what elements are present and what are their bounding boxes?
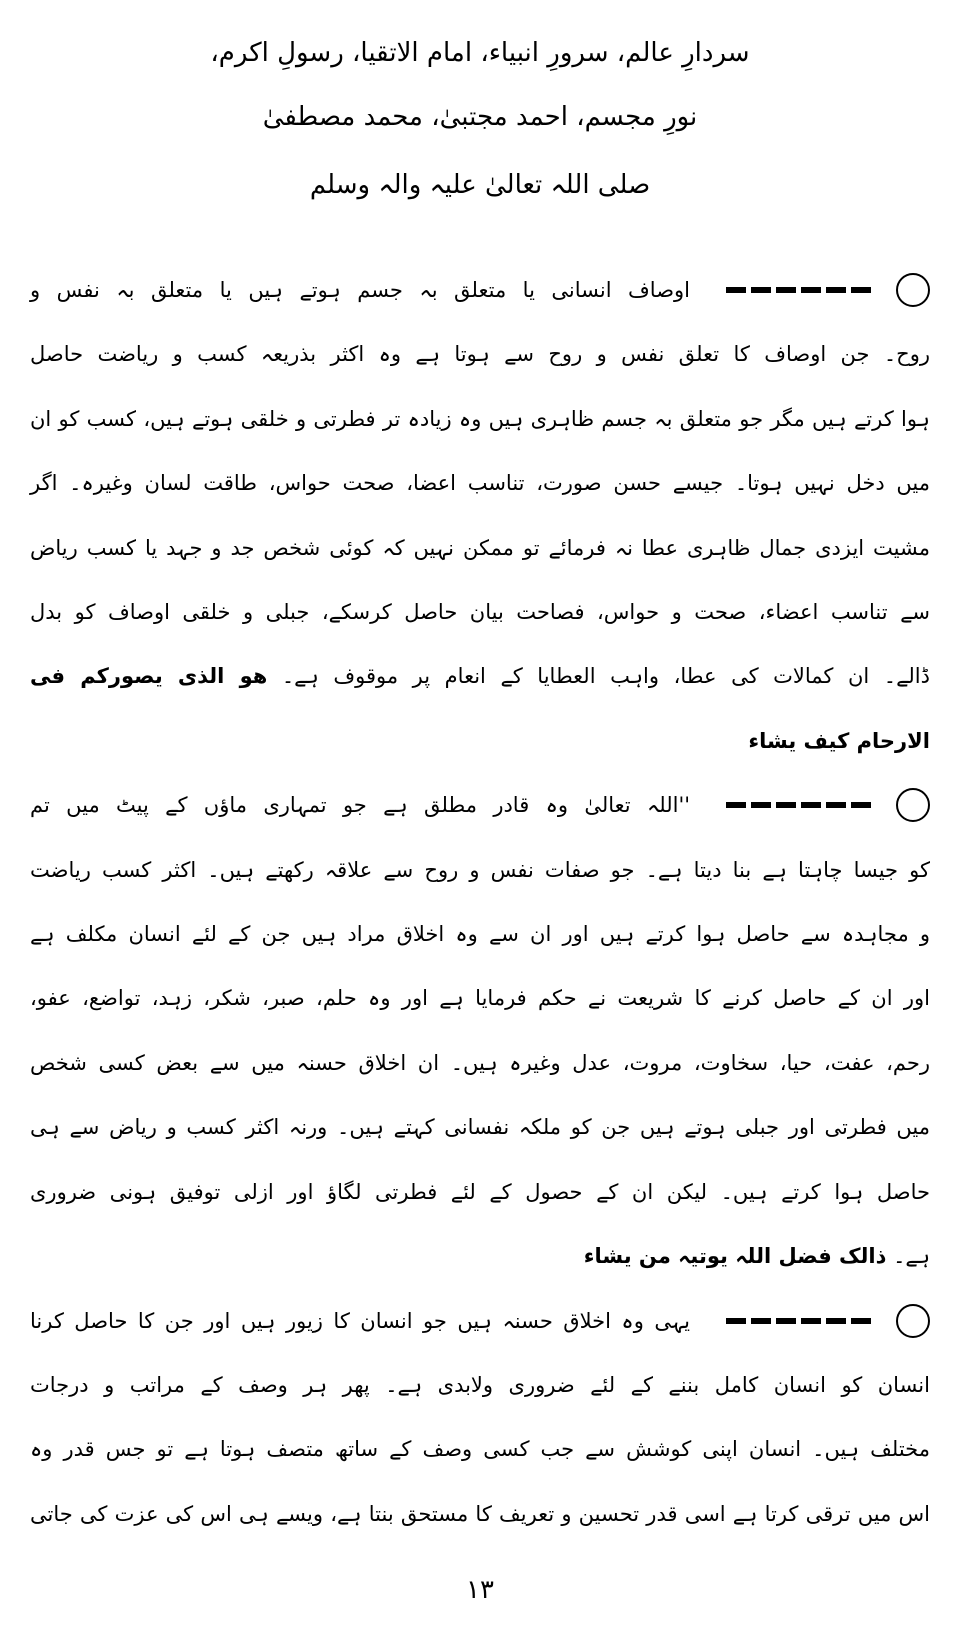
circle-bullet-icon [896, 1304, 930, 1338]
line-text: یہی وہ اخلاق حسنہ ہیں جو انسان کا زیور ہیں اور جن کا حاصل کرنا [30, 1308, 690, 1333]
header-line-1: سردارِ عالم، سرورِ انبیاء، امام الاتقیا، رسولِ اکرم، [210, 38, 750, 68]
paragraph-2-line: و مجاہدہ سے حاصل ہوا کرتے ہیں اور ان سے وہ اخلاق مراد ہیں جن کے لئے انسان مکلف ہے [30, 922, 930, 947]
paragraph-3-line: اس میں ترقی کرتا ہے اسی قدر تحسین و تعریف کا مستحق بنتا ہے، ویسے ہی اس کی عزت کی جاتی [30, 1501, 930, 1526]
paragraph-3-line: مختلف ہیں۔ انسان اپنی کوشش سے جب کسی وصف کے ساتھ متصف ہوتا ہے تو جس قدر وہ [30, 1437, 930, 1462]
body-text [30, 258, 930, 1546]
paragraph-1-line: ہوا کرتے ہیں مگر جو متعلق بہ جسم ظاہری ہیں وہ زیادہ تر فطرتی و خلقی ہوتے ہیں، کسب کو ان [30, 406, 930, 431]
page-number: ۱۳ [466, 1575, 494, 1605]
quranic-quote: ذالک فضل اللہ یوتیہ من یشاء [583, 1244, 887, 1269]
paragraph-2-line [30, 1224, 930, 1288]
circle-bullet-icon [896, 788, 930, 822]
paragraph-1-line: میں دخل نہیں ہوتا۔ جیسے حسن صورت، تناسب اعضا، صحت حواس، طاقت لسان وغیرہ۔ اگر [30, 471, 930, 496]
paragraph-1-line-1 [30, 258, 930, 322]
header-line-2: نورِ مجسم، احمد مجتبیٰ، محمد مصطفیٰ [262, 102, 698, 132]
line-text: اوصاف انسانی یا متعلق بہ جسم ہوتے ہیں یا متعلق بہ نفس و [30, 278, 690, 302]
paragraph-1-line: مشیت ایزدی جمال ظاہری عطا نہ فرمائے تو ممکن نہیں کہ کوئی شخص جد و جہد یا کسب ریاض [30, 535, 930, 560]
paragraph-2-line: حاصل ہوا کرتے ہیں۔ لیکن ان کے حصول کے لئے فطرتی لگاؤ اور ازلی توفیق ہونی ضروری [30, 1179, 930, 1204]
header-line-3: صلی اللہ تعالیٰ علیہ والہ وسلم [309, 170, 651, 200]
paragraph-3-line-1 [30, 1289, 930, 1353]
quranic-quote: الارحام کیف یشاء [748, 728, 930, 753]
paragraph-1-line: سے تناسب اعضاء، صحت و حواس، فصاحت بیان حاصل کرسکے، جبلی و خلقی اوصاف کو بدل [30, 600, 930, 625]
quranic-quote: ھو الذی یصورکم فی [30, 664, 268, 689]
dash-separator [726, 287, 876, 293]
dash-separator [726, 1318, 876, 1324]
paragraph-2-line-1 [30, 773, 930, 837]
dash-separator [726, 802, 876, 808]
circle-bullet-icon [896, 273, 930, 307]
paragraph-2-line: کو جیسا چاہتا ہے بنا دیتا ہے۔ جو صفات نفس و روح سے علاقہ رکھتے ہیں۔ اکثر کسب ریاضت [30, 857, 930, 882]
line-text: ''اللہ تعالیٰ وہ قادر مطلق ہے جو تمہاری ماؤں کے پیٹ میں تم [30, 793, 690, 818]
paragraph-1-line [30, 644, 930, 708]
line-text: ڈالے۔ ان کمالات کی عطا، واہب العطایا کے انعام پر موقوف ہے۔ [281, 664, 930, 689]
paragraph-3-line: انسان کو انسان کامل بننے کے لئے ضروری ولابدی ہے۔ پھر ہر وصف کے مراتب و درجات [30, 1372, 930, 1397]
paragraph-2-line: اور ان کے حاصل کرنے کا شریعت نے حکم فرمایا ہے اور وہ حلم، صبر، شکر، زہد، تواضع، عفو، [30, 986, 930, 1011]
paragraph-1-line: روح۔ جن اوصاف کا تعلق نفس و روح سے ہوتا ہے وہ اکثر بذریعہ کسب و ریاضت حاصل [30, 342, 930, 367]
paragraph-1-line [30, 709, 930, 773]
paragraph-2-line: رحم، عفت، حیا، سخاوت، مروت، عدل وغیرہ ہیں۔ ان اخلاق حسنہ میں سے بعض کسی شخص [30, 1050, 930, 1075]
line-text: ہے۔ [893, 1244, 930, 1269]
paragraph-2-line: میں فطرتی اور جبلی ہوتے ہیں جن کو ملکہ نفسانی کہتے ہیں۔ ورنہ اکثر کسب و ریاض سے ہی [30, 1115, 930, 1140]
